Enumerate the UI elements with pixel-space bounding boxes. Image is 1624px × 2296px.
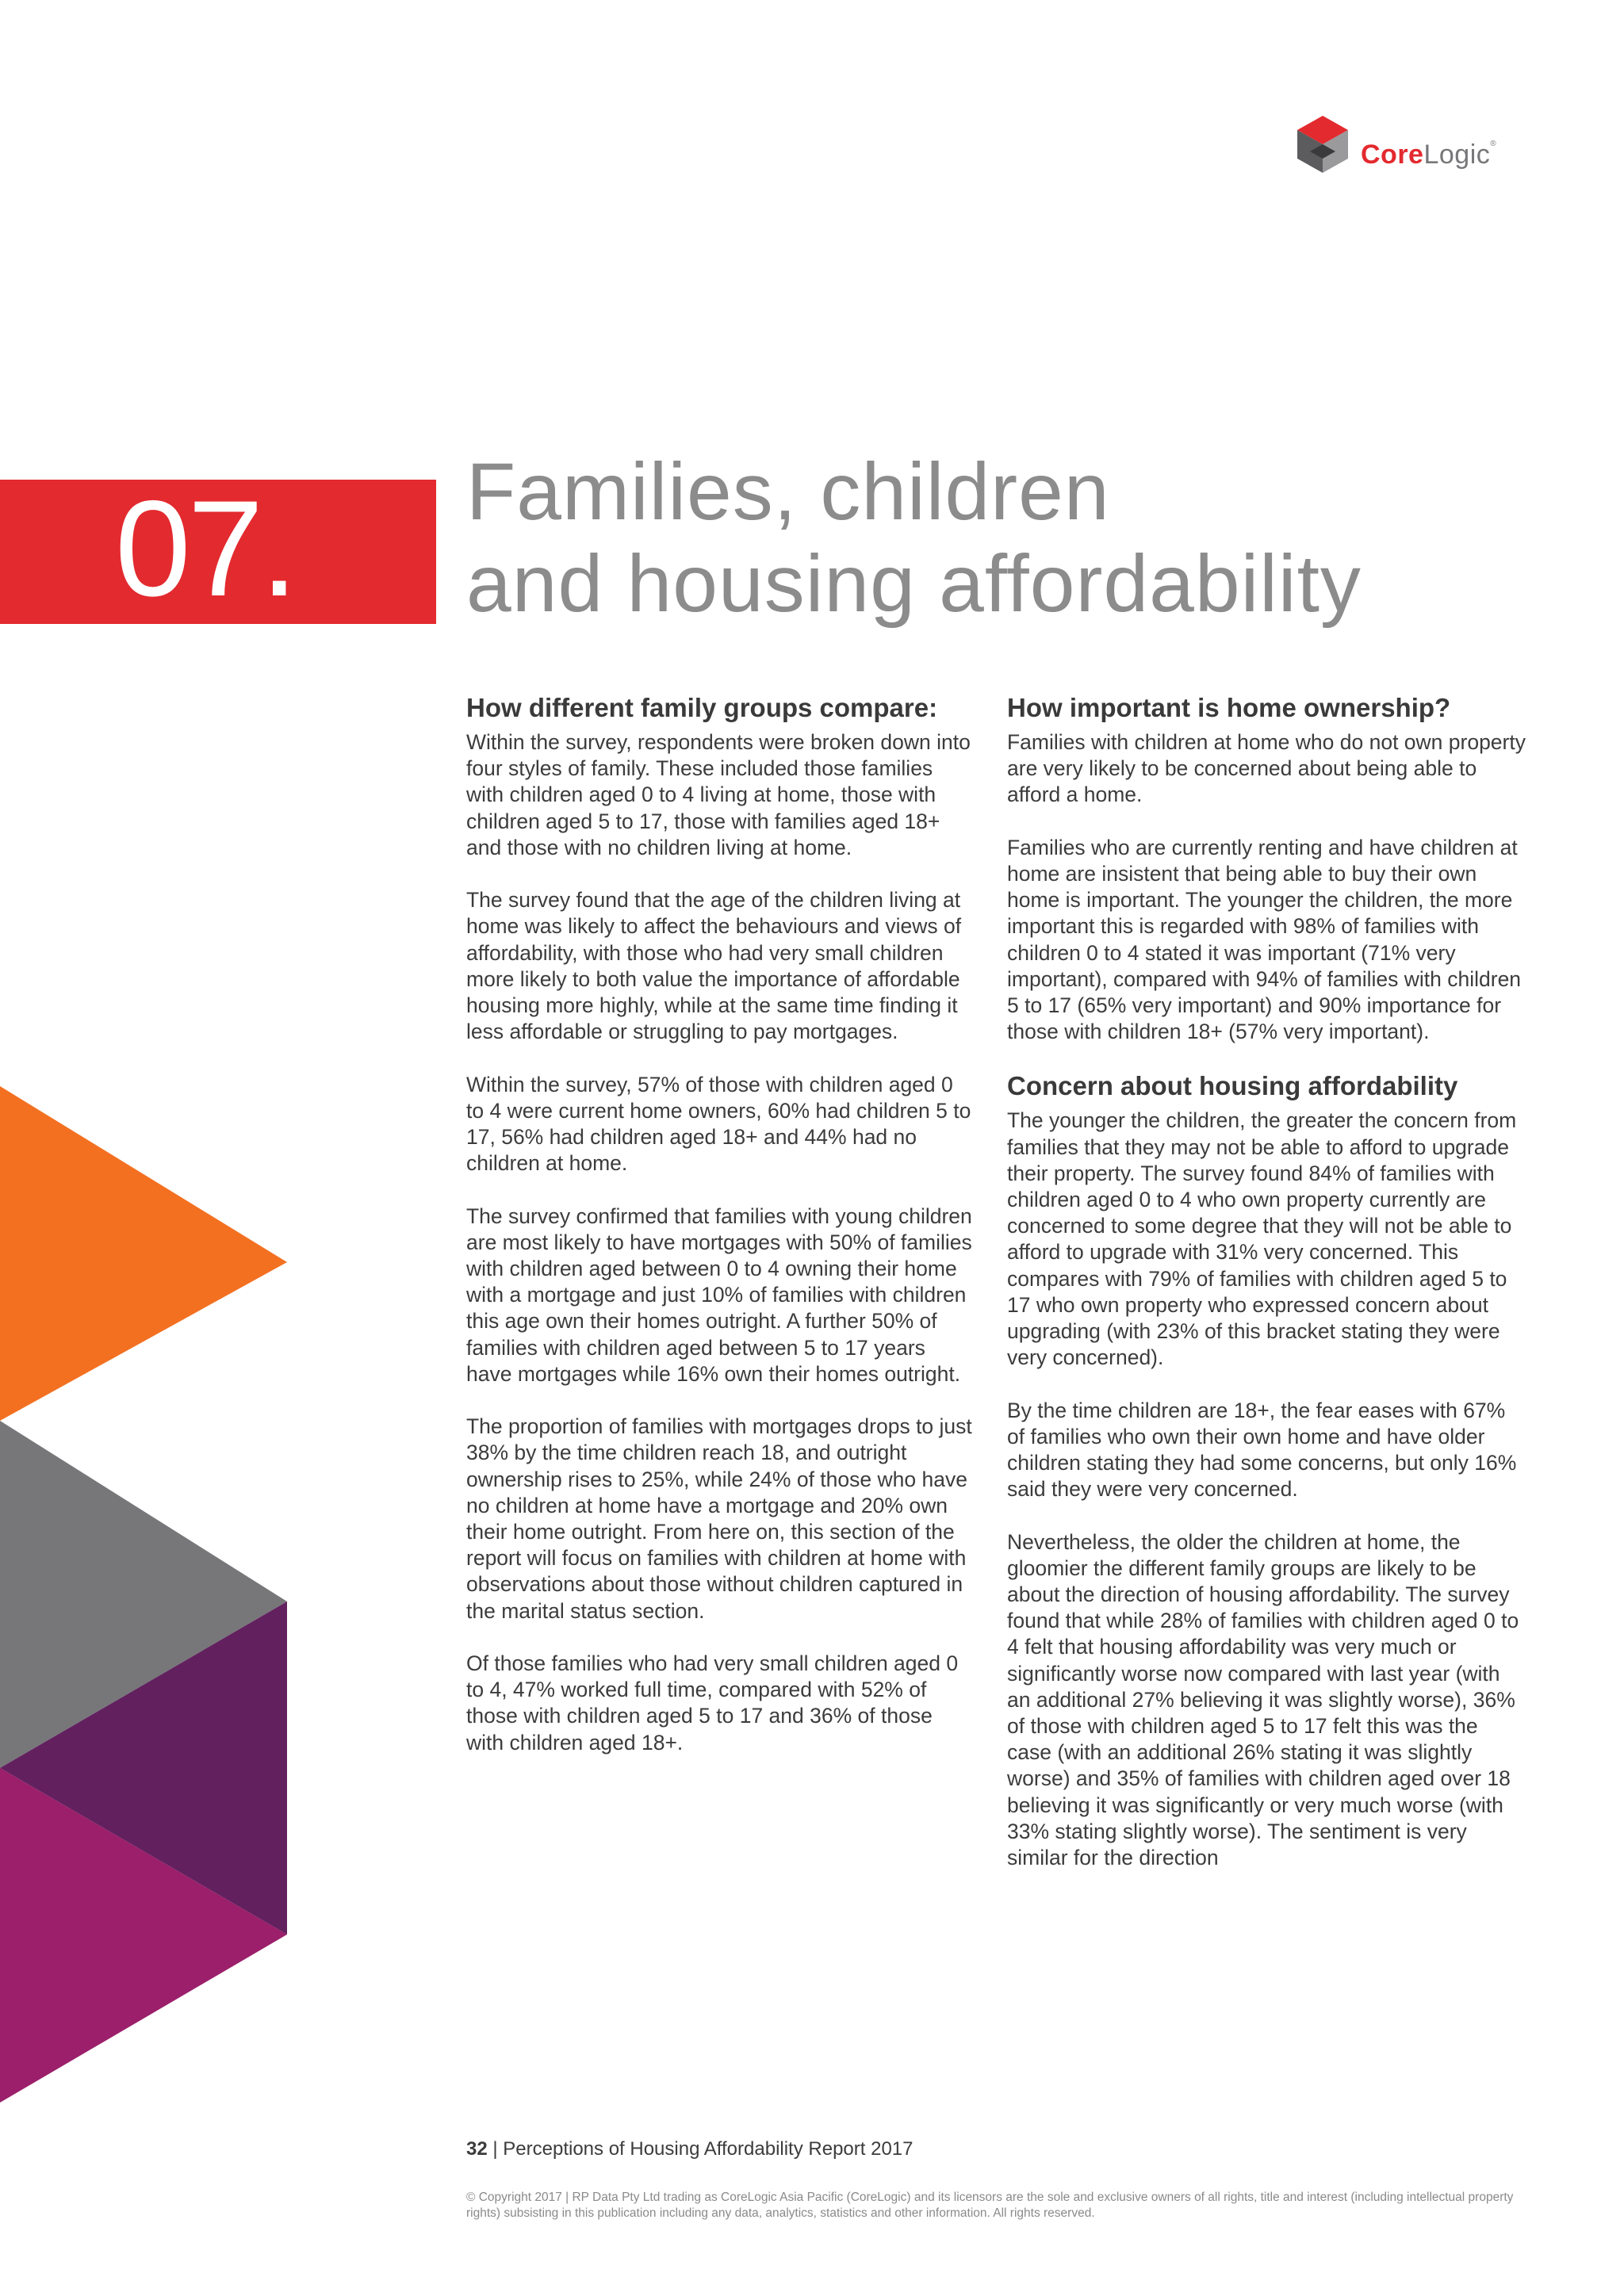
body-paragraph: The survey confirmed that families with young children are most likely to have mortgages with 50% of families with children aged between 0 to 4 owning their home with a mortgage and just 10% of families with children this age own their homes outright. A further 50% of families with children aged between 5 to 17 years have mortgages while 16% own their homes outright. — [466, 1203, 972, 1386]
left-column — [466, 691, 974, 1782]
body-paragraph: The younger the children, the greater the concern from families that they may not be able to afford to upgrade their property. The survey found 84% of families with children aged 0 to 4 who own property currently are concerned to some degree that they will not be able to afford to upgrade with 31% very concerned. This compares with 79% of families with children aged 5 to 17 who own property who expressed concern about upgrading (with 23% of this bracket stating they were very concerned). — [1007, 1108, 1517, 1370]
orange-triangle — [0, 1086, 287, 1421]
decorative-triangles — [0, 1086, 293, 2109]
logo-core-text: Core — [1361, 140, 1424, 170]
report-title: Perceptions of Housing Affordability Report 2017 — [503, 2138, 914, 2160]
corelogic-cube-icon — [1297, 116, 1348, 178]
body-paragraph: Families who are currently renting and have children at home are insistent that being able to buy their own home is important. The younger the children, the more important this is regarded with 98% of families with children 0 to 4 stated it was important (71% very important), compared with 94% of families with children 5 to 17 (65% very important) and 90% importance for those with children 18+ (57% very important). — [1007, 835, 1522, 1044]
logo-trademark: ® — [1490, 140, 1497, 148]
right-column — [1007, 691, 1526, 1897]
corelogic-wordmark — [1361, 140, 1496, 170]
heading-affordability-concern: Concern about housing affordability — [1007, 1071, 1458, 1101]
heading-home-ownership: How important is home ownership? — [1007, 693, 1451, 722]
page-title — [466, 446, 1576, 629]
corelogic-logo — [1297, 116, 1503, 179]
body-paragraph: Within the survey, 57% of those with children aged 0 to 4 were current home owners, 60% had children 5 to 17, 56% had children aged 18+ and 44% had no children at home. — [466, 1072, 971, 1176]
body-paragraph: Nevertheless, the older the children at home, the gloomier the different family groups are likely to be about the direction of housing affordability. The survey found that while 28% of families with children aged 0 to 4 felt that housing affordability was very much or significantly worse now compared with last year (with an additional 27% believing it was slightly worse), 36% of those with children aged 5 to 17 felt this was the case (with an additional 26% stating it was slightly worse) and 35% of families with children aged over 18 believing it was significantly or very much worse (with 33% stating slightly worse). The sentiment is very similar for the direction — [1007, 1529, 1519, 1870]
body-paragraph: The survey found that the age of the children living at home was likely to affect the behaviours and views of affordability, with those who had very small children more likely to both value the importance of affordable housing more highly, while at the same time finding it less affordable or struggling to pay mortgages. — [466, 888, 962, 1044]
page-title-line-1: Families, children — [466, 446, 1110, 537]
page-number: 32 — [466, 2138, 488, 2160]
body-paragraph: Families with children at home who do not own property are very likely to be concerned about being able to afford a home. — [1007, 730, 1526, 807]
section-number: 07. — [115, 473, 296, 625]
body-paragraph: Of those families who had very small children aged 0 to 4, 47% worked full time, compared with 52% of those with children aged 5 to 17 and 36% of those with children aged 18+. — [466, 1651, 959, 1755]
copyright-notice: © Copyright 2017 | RP Data Pty Ltd trading as CoreLogic Asia Pacific (CoreLogic) and its licensors are the sole and exclusive owners of all rights, title and interest (including intellectual property rights) subsisting in this publication including any data, analytics, statistics and other information. All rights reserved. — [466, 2191, 1514, 2220]
page-footer — [466, 2138, 914, 2160]
body-paragraph: The proportion of families with mortgages drops to just 38% by the time children reach 18, and outright ownership rises to 25%, while 24% of those who have no children at home have a mortgage and 20% own their home outright. From here on, this section of the report will focus on families with children at home with observations about those without children captured in the marital status section. — [466, 1414, 972, 1623]
footer-separator: | — [487, 2138, 504, 2160]
page-title-line-2: and housing affordability — [466, 538, 1362, 629]
body-paragraph: By the time children are 18+, the fear eases with 67% of families who own their own home and have older children stating they had some concerns, but only 16% said they were very concerned. — [1007, 1398, 1517, 1502]
body-paragraph: Within the survey, respondents were broken down into four styles of family. These included those families with children aged 0 to 4 living at home, those with children aged 5 to 17, those with families aged 18+ and those with no children living at home. — [466, 730, 971, 859]
heading-family-groups: How different family groups compare: — [466, 693, 938, 722]
logo-logic-text: Logic — [1423, 140, 1491, 170]
